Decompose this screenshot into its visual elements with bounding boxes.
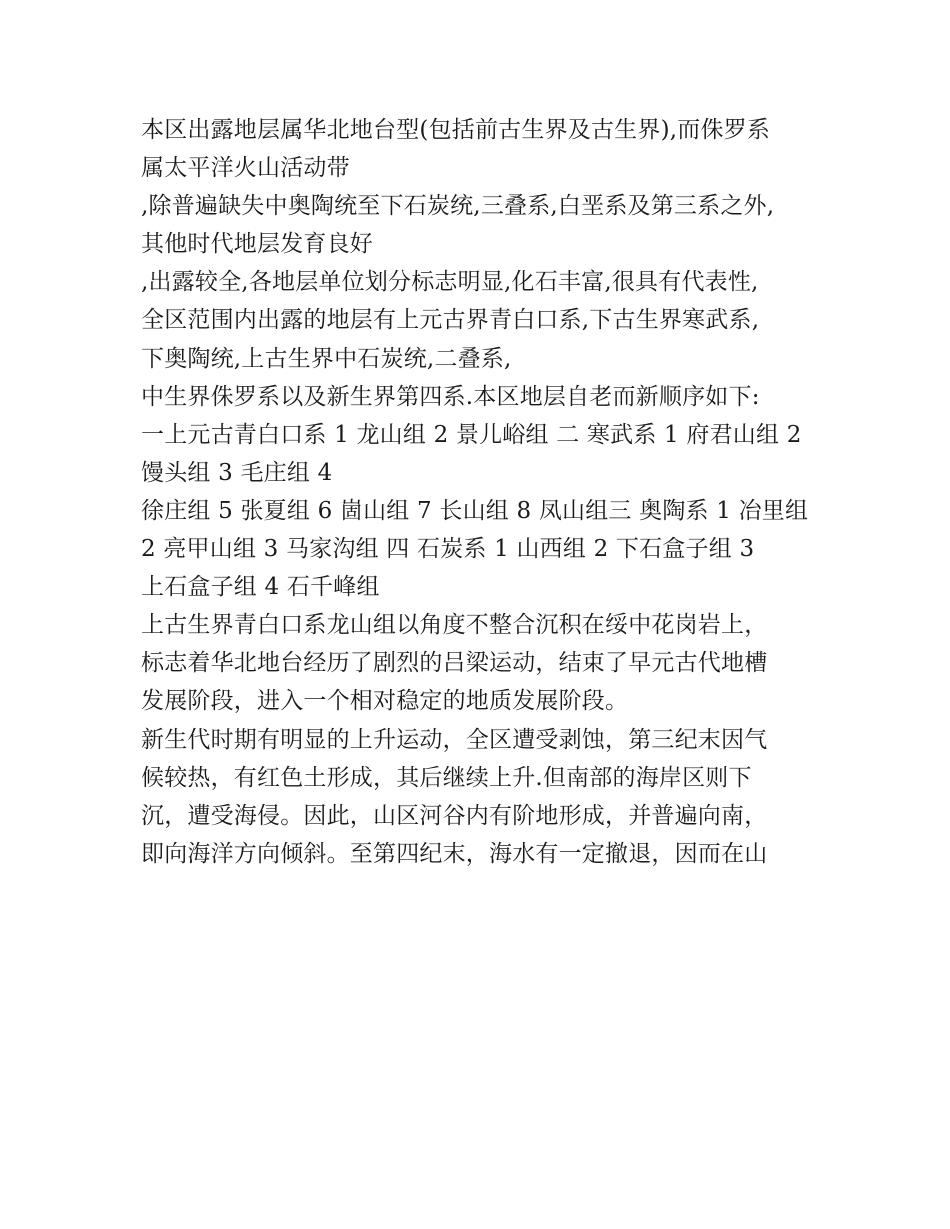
text-line: 属太平洋火山活动带	[141, 155, 350, 182]
text-line: 其他时代地层发育良好	[141, 231, 373, 258]
text-line: 候较热，有红色土形成，其后继续上升.但南部的海岸区则下	[141, 764, 752, 791]
text-line: 馒头组 3 毛庄组 4	[141, 459, 333, 486]
document-body	[141, 111, 821, 873]
text-line: 一上元古青白口系 1 龙山组 2 景儿峪组 二 寒武系 1 府君山组 2	[141, 421, 802, 448]
text-line: 徐庄组 5 张夏组 6 崮山组 7 长山组 8 凤山组三 奥陶系 1 冶里组	[141, 497, 809, 524]
text-line: 上石盒子组 4 石千峰组	[141, 574, 380, 601]
text-line: 新生代时期有明显的上升运动，全区遭受剥蚀，第三纪末因气	[141, 726, 768, 753]
text-line: 即向海洋方向倾斜。至第四纪末，海水有一定撤退，因而在山	[141, 840, 768, 867]
text-line: ,出露较全,各地层单位划分标志明显,化石丰富,很具有代表性,	[141, 269, 759, 296]
text-line: 上古生界青白口系龙山组以角度不整合沉积在绥中花岗岩上，	[141, 612, 768, 639]
text-line: 2 亮甲山组 3 马家沟组 四 石炭系 1 山西组 2 下石盒子组 3	[141, 536, 755, 563]
text-line: 沉，遭受海侵。因此，山区河谷内有阶地形成，并普遍向南，	[141, 802, 768, 829]
text-line: 全区范围内出露的地层有上元古界青白口系,下古生界寒武系,	[141, 307, 760, 334]
text-line: 下奥陶统,上古生界中石炭统,二叠系,	[141, 345, 512, 372]
text-line: 本区出露地层属华北地台型(包括前古生界及古生界),而侏罗系	[141, 117, 771, 143]
text-line: 中生界侏罗系以及新生界第四系.本区地层自老而新顺序如下:	[141, 383, 760, 410]
text-line: ,除普遍缺失中奥陶统至下石炭统,三叠系,白垩系及第三系之外,	[141, 193, 775, 220]
text-line: 标志着华北地台经历了剧烈的吕梁运动，结束了早元古代地槽	[141, 650, 768, 677]
text-line: 发展阶段，进入一个相对稳定的地质发展阶段。	[141, 688, 629, 715]
